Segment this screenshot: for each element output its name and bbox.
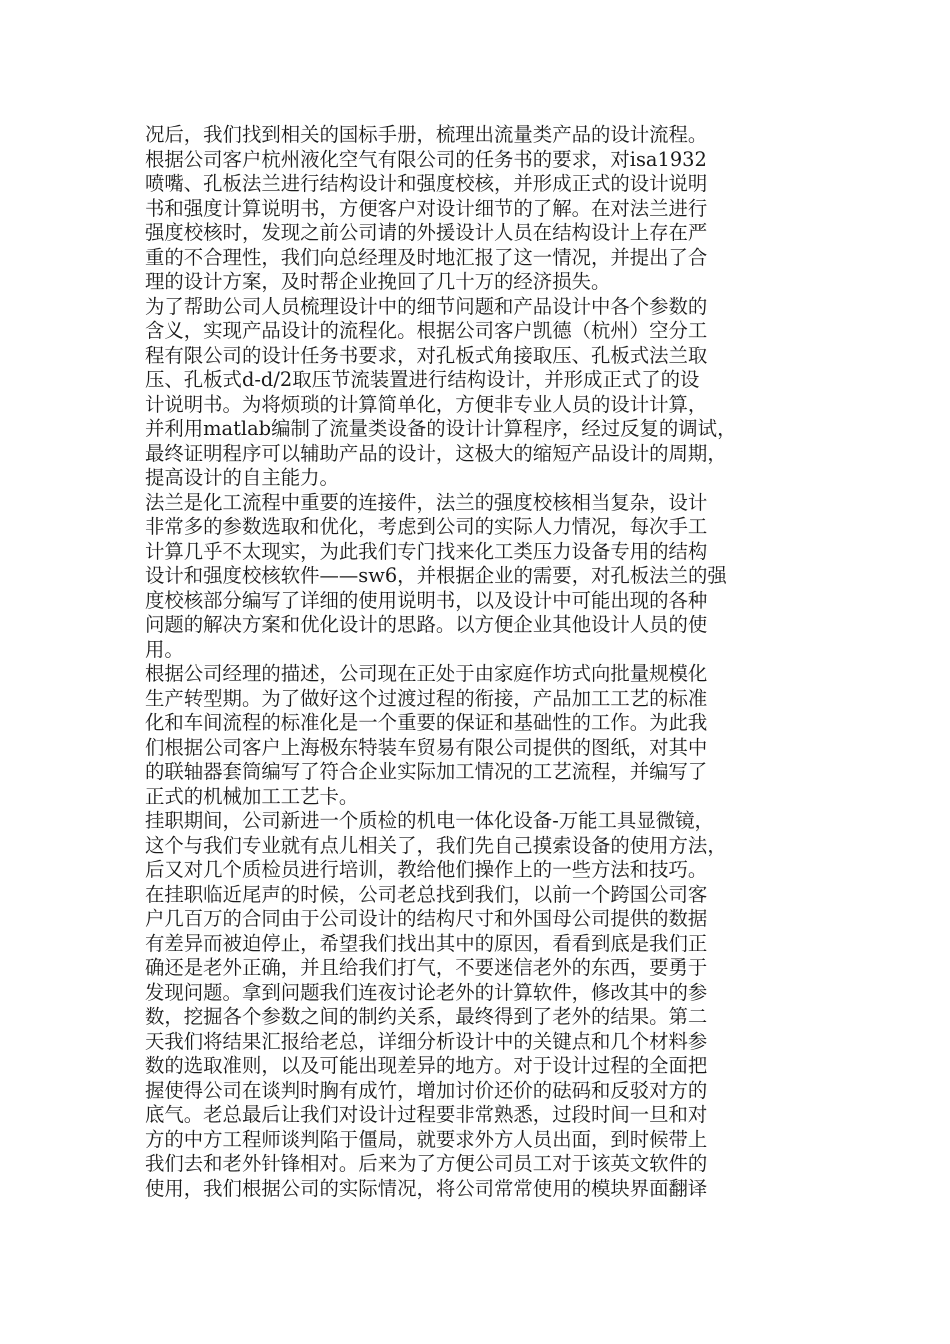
text-line: 书和强度计算说明书，方便客户对设计细节的了解。在对法兰进行 (145, 196, 708, 220)
text-line: 用。 (145, 637, 184, 661)
text-line: 我们去和老外针锋相对。后来为了方便公司员工对于该英文软件的 (145, 1152, 708, 1175)
text-line: 正式的机械加工工艺卡。 (145, 784, 359, 808)
text-line: 喷嘴、孔板法兰进行结构设计和强度校核，并形成正式的设计说明 (145, 172, 708, 195)
text-line: 法兰是化工流程中重要的连接件，法兰的强度校核相当复杂，设计 (145, 490, 708, 514)
text-line: 的联轴器套筒编写了符合企业实际加工情况的工艺流程，并编写了 (145, 760, 708, 783)
text-line: 发现问题。拿到问题我们连夜讨论老外的计算软件，修改其中的参 (145, 980, 708, 1004)
text-line: 计算几乎不太现实，为此我们专门找来化工类压力设备专用的结构 (145, 539, 708, 563)
text-line: 户几百万的合同由于公司设计的结构尺寸和外国母公司提供的数据 (145, 907, 708, 930)
paragraph (145, 491, 815, 663)
paragraph (145, 295, 815, 491)
text-line: 强度校核时，发现之前公司请的外援设计人员在结构设计上存在严 (145, 221, 708, 244)
text-line: 并利用matlab编制了流量类设备的设计计算程序，经过反复的调试， (145, 417, 737, 440)
paragraph (145, 662, 815, 809)
text-line: 重的不合理性，我们向总经理及时地汇报了这一情况，并提出了合 (145, 245, 708, 269)
text-line: 压、孔板式d-d/2取压节流装置进行结构设计，并形成正式了的设 (145, 368, 700, 391)
text-line: 底气。老总最后让我们对设计过程要非常熟悉，过段时间一旦和对 (145, 1103, 708, 1126)
text-line: 化和车间流程的标准化是一个重要的保证和基础性的工作。为此我 (145, 711, 708, 734)
text-line: 在挂职临近尾声的时候，公司老总找到我们，以前一个跨国公司客 (145, 882, 708, 906)
text-line: 数的选取准则，以及可能出现差异的地方。对于设计过程的全面把 (145, 1054, 708, 1077)
text-line: 问题的解决方案和优化设计的思路。以方便企业其他设计人员的使 (145, 613, 708, 636)
text-line: 们根据公司客户上海极东特装车贸易有限公司提供的图纸，对其中 (145, 735, 708, 759)
paragraph (145, 883, 815, 1202)
text-line: 根据公司经理的描述，公司现在正处于由家庭作坊式向批量规模化 (145, 662, 708, 685)
text-line: 确还是老外正确，并且给我们打气，不要迷信老外的东西，要勇于 (145, 956, 708, 979)
text-line: 使用，我们根据公司的实际情况，将公司常常使用的模块界面翻译 (145, 1176, 708, 1200)
text-line: 根据公司客户杭州液化空气有限公司的任务书的要求，对isa1932 (145, 147, 707, 171)
text-line: 方的中方工程师谈判陷于僵局，就要求外方人员出面，到时候带上 (145, 1127, 708, 1151)
text-line: 挂职期间，公司新进一个质检的机电一体化设备-万能工具显微镜， (145, 809, 714, 832)
text-line: 含义，实现产品设计的流程化。根据公司客户凯德（杭州）空分工 (145, 319, 708, 342)
text-line: 最终证明程序可以辅助产品的设计，这极大的缩短产品设计的周期， (145, 441, 727, 465)
text-line: 提高设计的自主能力。 (145, 466, 339, 489)
paragraph (145, 809, 815, 883)
text-line: 计说明书。为将烦琐的计算简单化，方便非专业人员的设计计算， (145, 392, 708, 416)
text-line: 非常多的参数选取和优化，考虑到公司的实际人力情况，每次手工 (145, 515, 708, 538)
text-line: 天我们将结果汇报给老总，详细分析设计中的关键点和几个材料参 (145, 1029, 708, 1053)
text-line: 况后，我们找到相关的国标手册，梳理出流量类产品的设计流程。 (145, 123, 708, 146)
text-line: 设计和强度校核软件——sw6，并根据企业的需要，对孔板法兰的强 (145, 564, 727, 587)
text-line: 程有限公司的设计任务书要求，对孔板式角接取压、孔板式法兰取 (145, 343, 708, 367)
text-line: 这个与我们专业就有点儿相关了，我们先自己摸索设备的使用方法， (145, 833, 727, 857)
text-line: 生产转型期。为了做好这个过渡过程的衔接，产品加工工艺的标准 (145, 686, 708, 710)
text-line: 为了帮助公司人员梳理设计中的细节问题和产品设计中各个参数的 (145, 294, 708, 318)
document-body (145, 123, 815, 1201)
text-line: 理的设计方案，及时帮企业挽回了几十万的经济损失。 (145, 270, 611, 293)
text-line: 度校核部分编写了详细的使用说明书，以及设计中可能出现的各种 (145, 588, 708, 612)
text-line: 握使得公司在谈判时胸有成竹，增加讨价还价的砝码和反驳对方的 (145, 1078, 708, 1102)
text-line: 有差异而被迫停止，希望我们找出其中的原因，看看到底是我们正 (145, 931, 708, 955)
paragraph (145, 148, 815, 295)
text-line: 数，挖掘各个参数之间的制约关系，最终得到了老外的结果。第二 (145, 1005, 708, 1028)
text-line: 后又对几个质检员进行培训，教给他们操作上的一些方法和技巧。 (145, 858, 708, 881)
paragraph (145, 123, 815, 148)
